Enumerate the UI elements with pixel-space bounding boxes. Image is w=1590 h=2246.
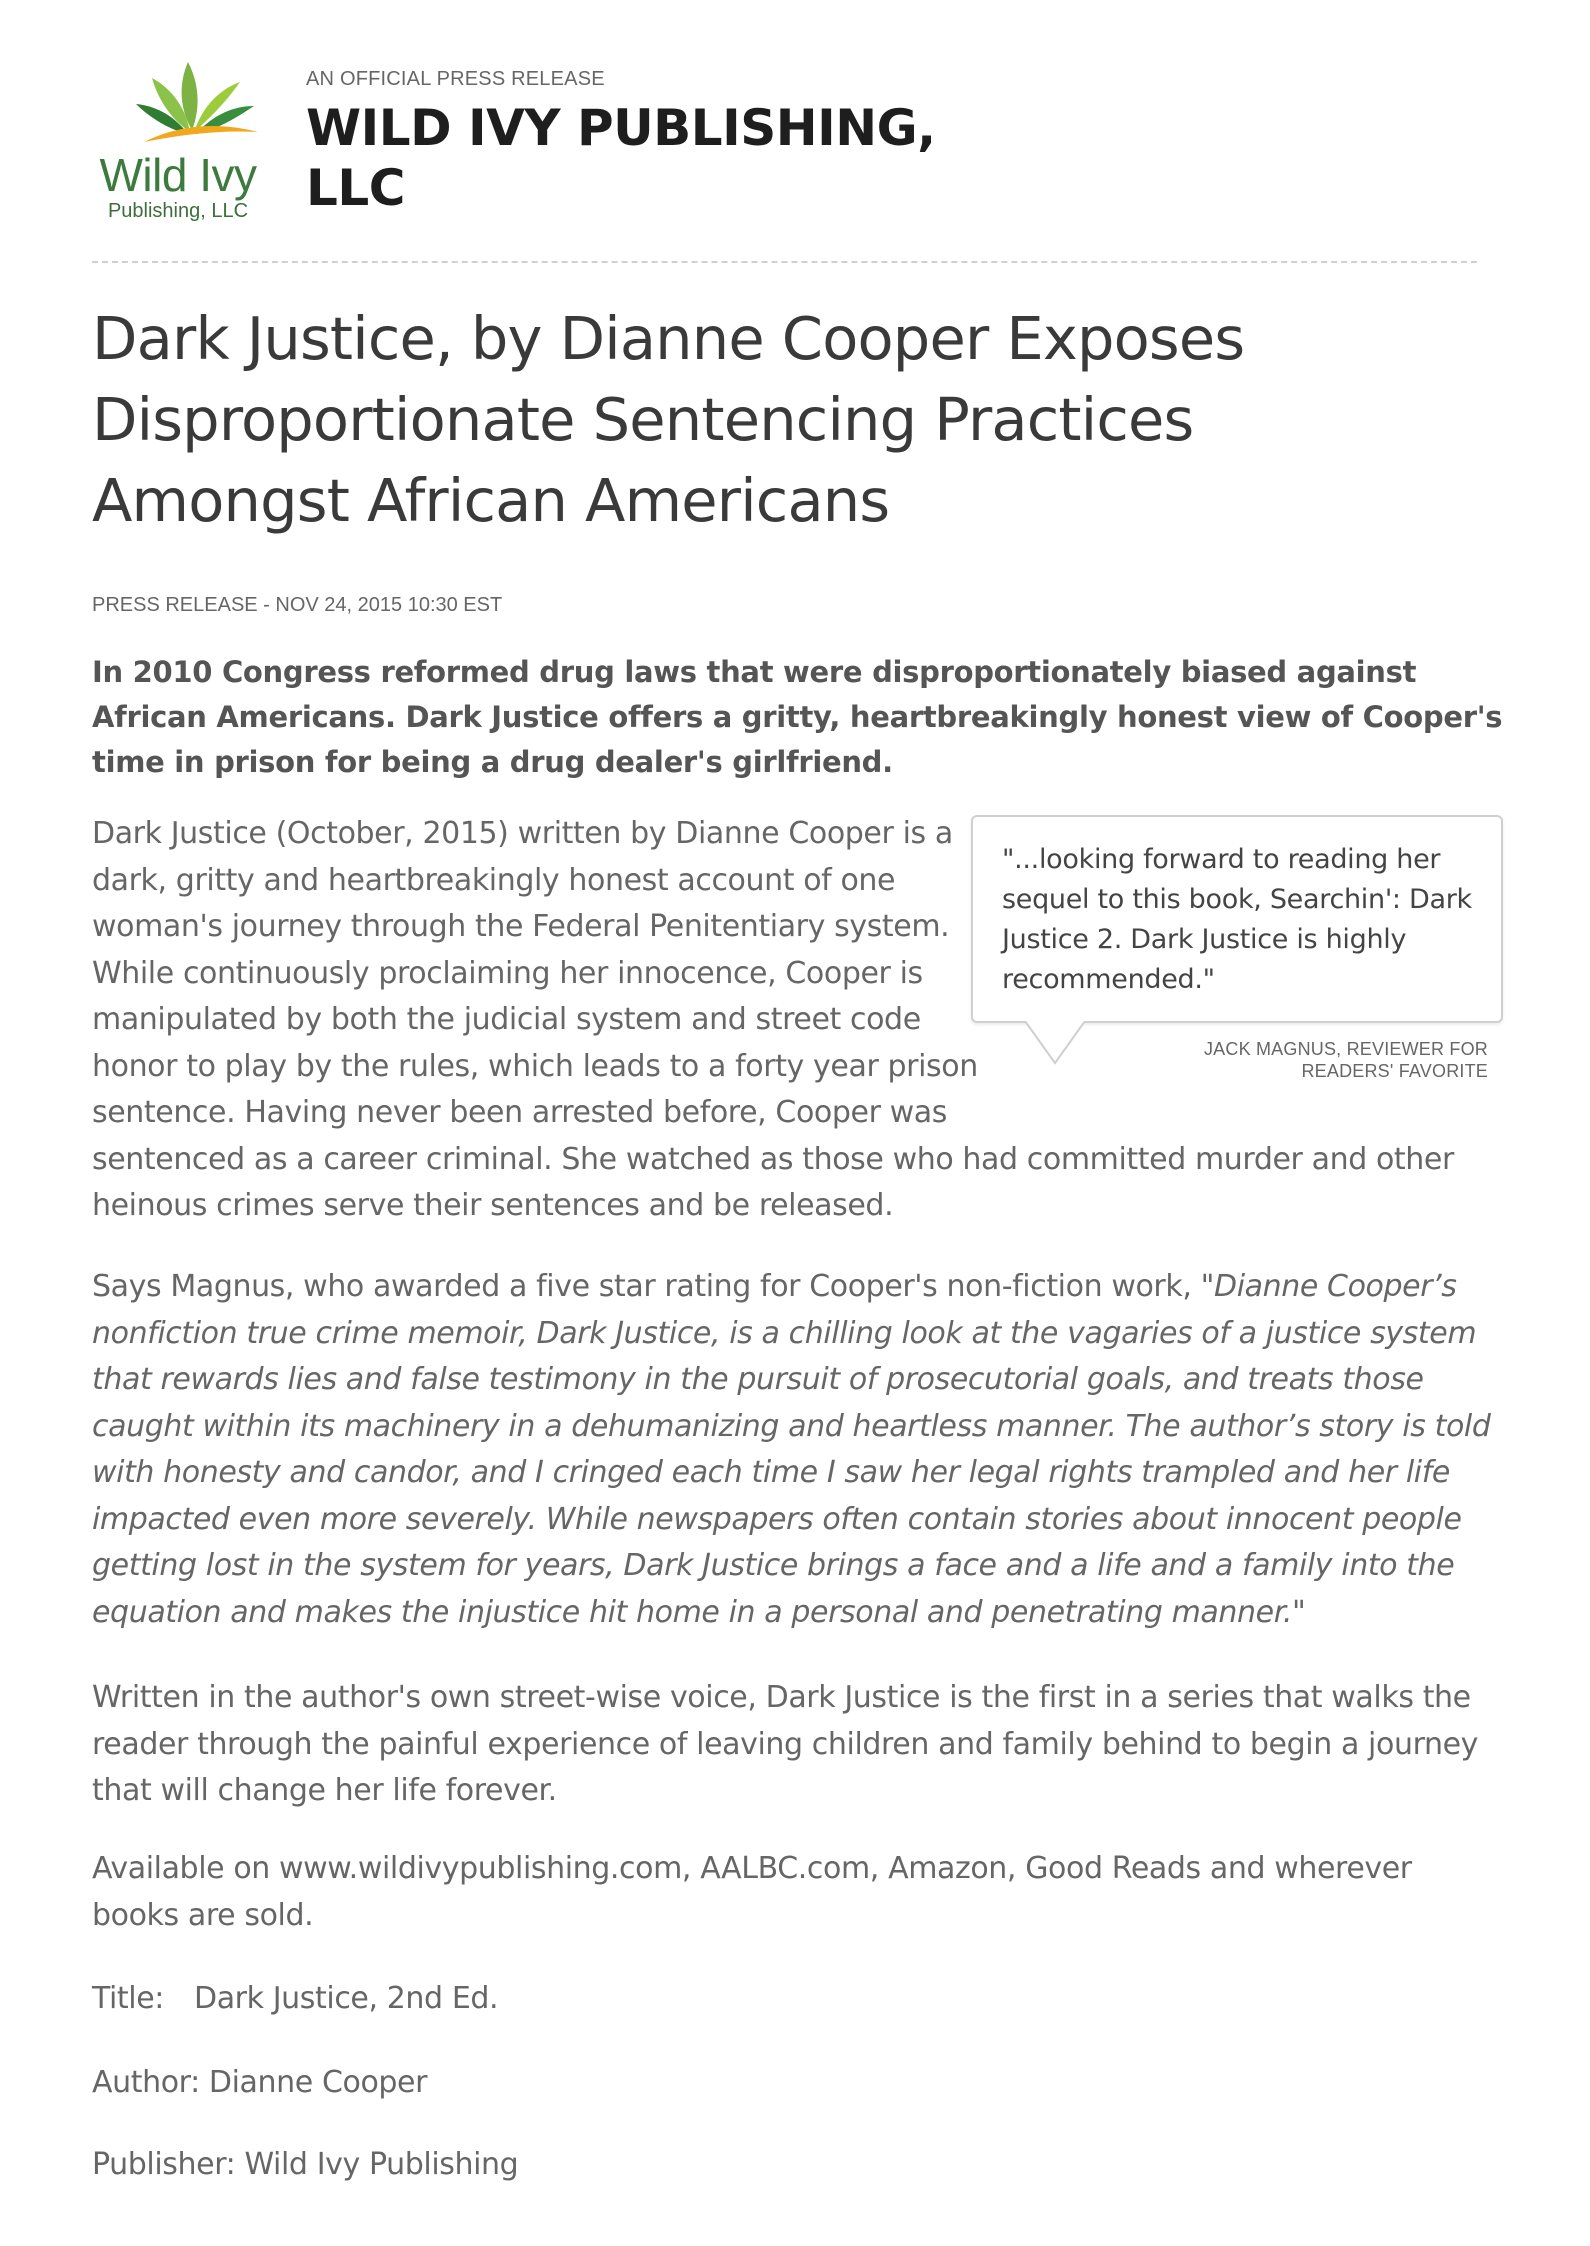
body-paragraph-3: Written in the author's own street-wise voice, Dark Justice is the first in a series that walks the reader through the painful experience of leaving children and family behind to begin a journey that will change her life forever. <box>92 1680 1478 1808</box>
paragraph-2-intro: Says Magnus, who awarded a five star rating for Cooper's non-fiction work, <box>92 1269 1201 1304</box>
title-label: Title: <box>92 1981 164 2016</box>
attribution-line-2: READERS' FAVORITE <box>1301 1061 1488 1081</box>
header-divider <box>92 261 1477 263</box>
pullquote-box <box>971 815 1503 1023</box>
pullquote-text: "...looking forward to reading her sequel to this book, Searchin': Dark Justice 2. Dark Justice is highly recommended." <box>1002 844 1472 995</box>
attribution-line-1: JACK MAGNUS, REVIEWER FOR <box>1203 1039 1488 1059</box>
paragraph-2-quote: "Dianne Cooper’s nonfiction true crime memoir, Dark Justice, is a chilling look at the vagaries of a justice system that rewards lies and false testimony in the pursuit of prosecutorial goals, and treats those caught within its machinery in a dehumanizing and heartless manner. The author’s story is told with honesty and candor, and I cringed each time I saw her legal rights trampled and her life impacted even more severely. While newspapers often contain stories about innocent people getting lost in the system for years, Dark Justice brings a face and a life and a family into the equation and makes the injustice hit home in a personal and penetrating manner." <box>92 1269 1491 1630</box>
publisher-logo <box>88 60 268 230</box>
headline: Dark Justice, by Dianne Cooper Exposes Disproportionate Sentencing Practices Amongst African Americans <box>92 304 1245 535</box>
release-kicker: AN OFFICIAL PRESS RELEASE <box>306 68 605 90</box>
author-line: Author: Dianne Cooper <box>92 2065 428 2100</box>
paragraph-1-text: Dark Justice (October, 2015) written by Dianne Cooper is a dark, gritty and heartbreakingly honest account of one woman's journey through the Federal Penitentiary system. While continuously proclaiming her innocence, Cooper is manipulated by both the judicial system and street code honor to play by the rules, which leads to a forty year prison sentence. Having never been arrested before, Cooper was sentenced as a career criminal. She watched as those who had committed murder and other heinous crimes serve their sentences and be released. <box>92 816 1454 1223</box>
logo-name: Wild Ivy <box>99 149 257 201</box>
pullquote-attribution <box>1050 1038 1488 1082</box>
publisher-line: Publisher: Wild Ivy Publishing <box>92 2147 519 2182</box>
body-paragraph-2 <box>92 1264 1507 1636</box>
publisher-name: WILD IVY PUBLISHING, LLC <box>306 99 936 217</box>
title-line <box>92 1976 1507 2023</box>
summary: In 2010 Congress reformed drug laws that were disproportionately biased against African Americans. Dark Justice offers a gritty, heartbreakingly honest view of Cooper's time in prison for being a drug dealer's girlfriend. <box>92 655 1503 779</box>
leaf-logo-icon <box>130 60 260 150</box>
title-value: Dark Justice, 2nd Ed. <box>194 1981 499 2016</box>
logo-subtitle: Publishing, LLC <box>107 200 249 222</box>
dateline: PRESS RELEASE - NOV 24, 2015 10:30 EST <box>92 594 503 616</box>
availability-paragraph: Available on www.wildivypublishing.com, AALBC.com, Amazon, Good Reads and wherever books are sold. <box>92 1851 1412 1933</box>
